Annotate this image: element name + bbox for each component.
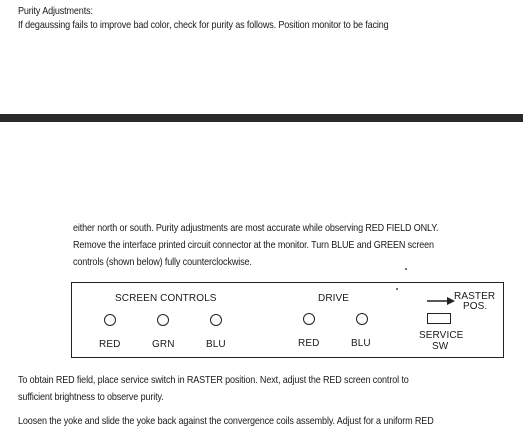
service-label: SERVICE [419,330,464,341]
screen-controls-label: SCREEN CONTROLS [115,293,217,304]
drive-blue-label: BLU [351,338,371,349]
screen-blue-label: BLU [206,339,226,350]
intro-paragraph: If degaussing fails to improve bad color, check for purity as follows. Position monitor to be facing [18,19,389,31]
paragraph-line: To obtain RED field, place service switch in RASTER position. Next, adjust the RED screen control to [18,374,409,386]
red-field-paragraph [18,372,409,406]
page-break-bar [0,114,523,122]
scan-speck [405,268,407,270]
yoke-adjust-paragraph: Loosen the yoke and slide the yoke back against the convergence coils assembly. Adjust for a uniform RED [18,415,434,427]
purity-instructions-paragraph [73,220,438,271]
screen-green-label: GRN [152,339,175,350]
drive-blue-knob [356,313,368,325]
control-panel-diagram [71,282,504,358]
screen-red-knob [104,314,116,326]
paragraph-line: sufficient brightness to observe purity. [18,391,164,403]
paragraph-line: controls (shown below) fully counterclockwise. [73,256,252,268]
screen-red-label: RED [99,339,121,350]
section-heading: Purity Adjustments: [18,5,93,17]
screen-blue-knob [210,314,222,326]
drive-red-knob [303,313,315,325]
screen-green-knob [157,314,169,326]
arrow-right-icon [426,296,456,306]
raster-pos-label: POS. [463,301,488,312]
drive-red-label: RED [298,338,320,349]
drive-label: DRIVE [318,293,350,304]
service-switch [427,313,451,324]
raster-label: RASTER [454,291,496,302]
paragraph-line: Remove the interface printed circuit connector at the monitor. Turn BLUE and GREEN screen [73,239,434,251]
paragraph-line: either north or south. Purity adjustments are most accurate while observing RED FIELD ONLY. [73,222,439,234]
service-sw-label: SW [432,341,449,352]
